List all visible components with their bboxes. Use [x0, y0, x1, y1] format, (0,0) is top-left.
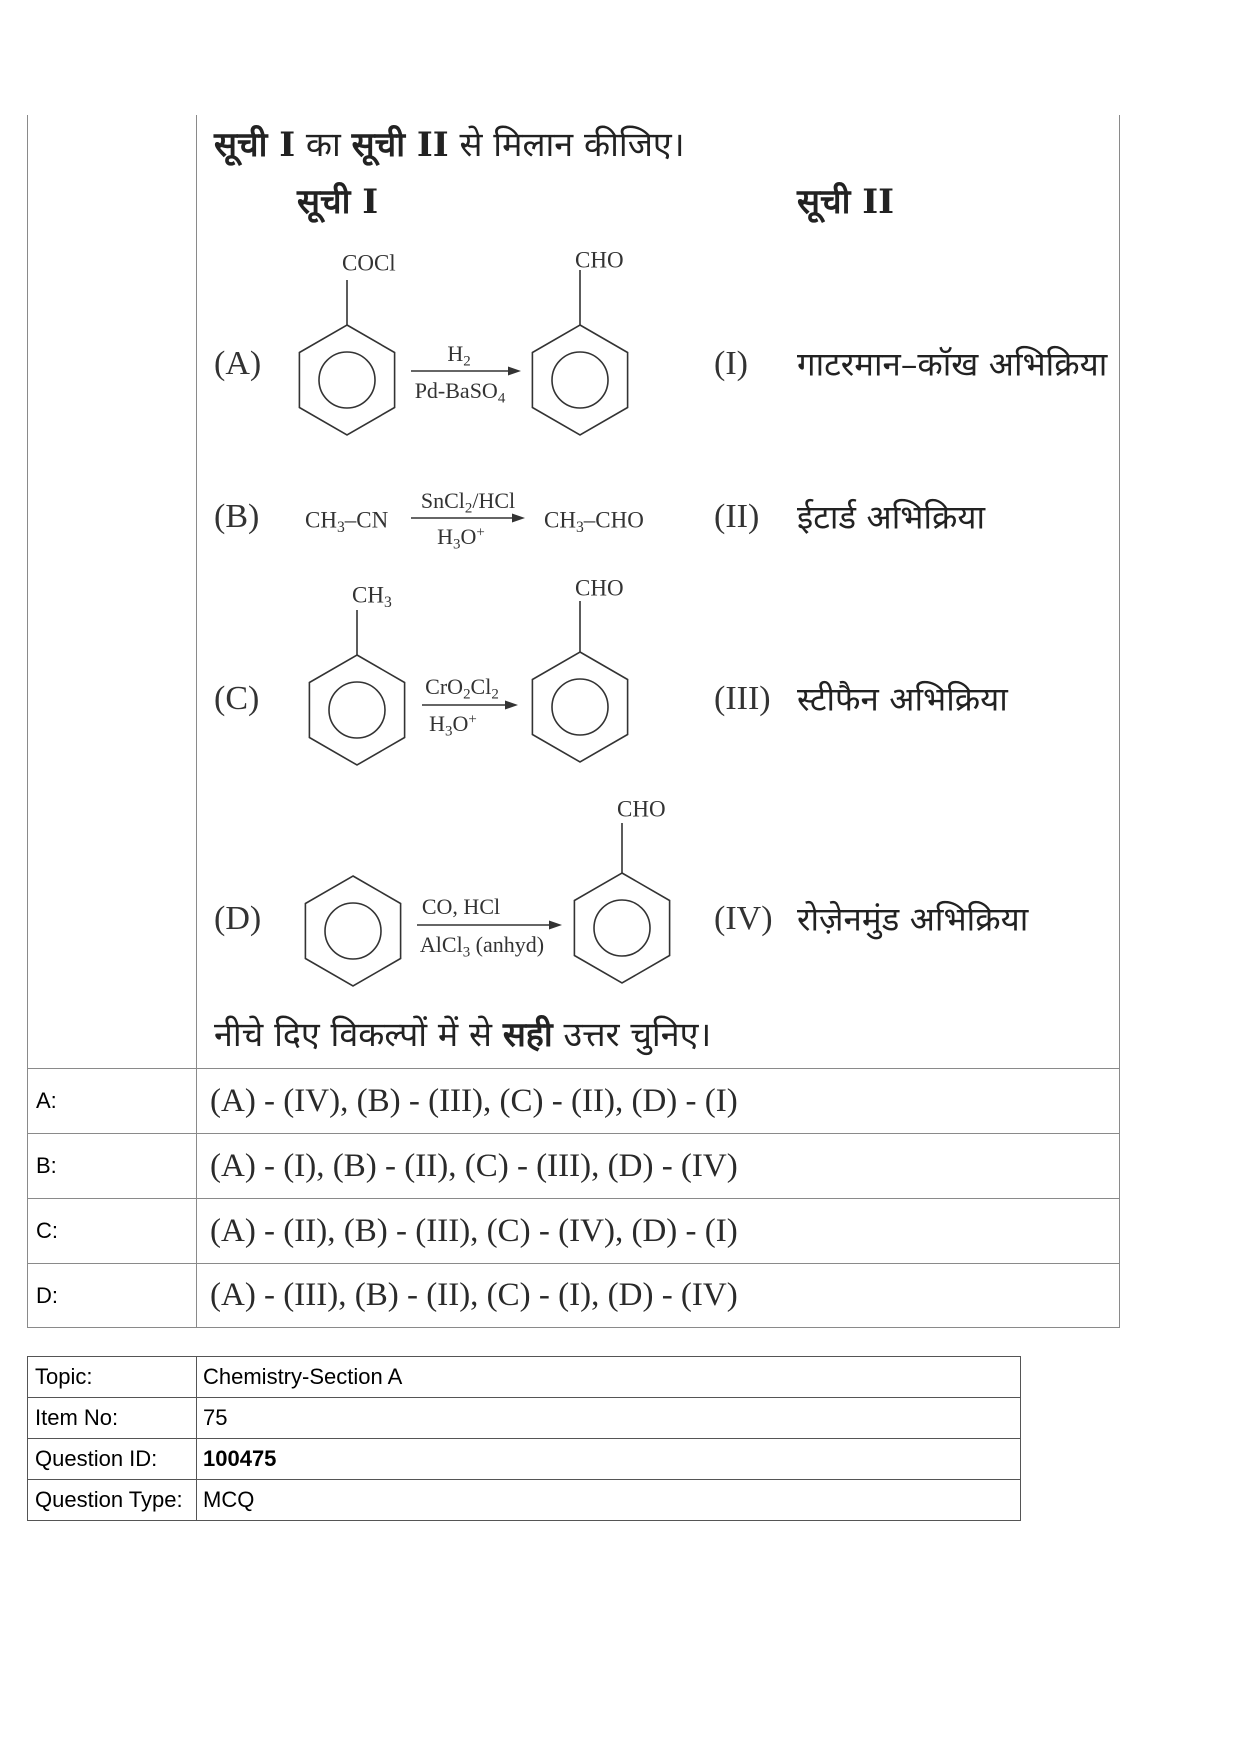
- toluene-structure: [309, 610, 404, 765]
- reagent-above-b-part: SnCl: [420, 488, 465, 513]
- meta-row-question-id: [28, 1439, 1021, 1480]
- benzoyl-chloride-structure: [299, 280, 394, 435]
- reagent-below-a-part: Pd-BaSO: [414, 378, 498, 403]
- benzene-ring: [305, 876, 400, 986]
- reagent-above-a-part: 2: [463, 353, 471, 370]
- match-label-i: (I): [714, 345, 748, 382]
- match-label-ii: (II): [714, 498, 760, 535]
- reagent-above-b: [420, 488, 516, 517]
- reagent-above-b-part: /HCl: [472, 488, 516, 513]
- question-content: [197, 115, 1119, 1068]
- instruction-text-part: सूची II: [351, 125, 449, 165]
- product-group-d: [617, 798, 666, 821]
- benzene-ring: [299, 325, 394, 435]
- reagent-above-c: [425, 674, 499, 703]
- item-label-d: (D): [214, 900, 262, 937]
- meta-value: 100475: [197, 1439, 1021, 1480]
- reactant-b-part: –CN: [344, 507, 389, 533]
- product-group-c: [575, 577, 624, 600]
- option-label: C:: [28, 1199, 197, 1263]
- reagent-above-d: [422, 896, 500, 918]
- arrow-head: [508, 367, 521, 376]
- product-group-c-part: CHO: [575, 575, 624, 601]
- product-group-a-part: CHO: [575, 247, 624, 273]
- option-label: A:: [28, 1069, 197, 1133]
- reactant-group-c: [352, 582, 392, 612]
- reactant-group-a: [342, 252, 396, 275]
- reagent-below-b-part: H: [437, 524, 454, 549]
- match-text-iii: स्टीफैन अभिक्रिया: [797, 679, 1008, 719]
- instruction-text: [214, 125, 685, 165]
- reagent-below-d: [419, 932, 545, 961]
- reagent-above-b-part: 2: [464, 500, 473, 517]
- instruction-text-part: से मिलान कीजिए।: [448, 125, 685, 165]
- reactant-group-c-part: 3: [383, 594, 392, 612]
- meta-row-topic: [28, 1357, 1021, 1398]
- arrow-head: [512, 514, 525, 523]
- closing-instruction-part: उत्तर चुनिए।: [552, 1015, 712, 1055]
- option-row-a: [28, 1068, 1119, 1133]
- reagent-below-c-part: 3: [445, 723, 453, 740]
- match-text-i: गाटरमान–कॉख अभिक्रिया: [797, 344, 1108, 384]
- reagent-below-b-part: O: [460, 524, 477, 549]
- option-label: D:: [28, 1264, 197, 1327]
- meta-label: Topic:: [28, 1357, 197, 1398]
- reaction-arrow-d: [417, 921, 562, 930]
- reagent-below-a: [414, 378, 506, 407]
- reagent-above-a-part: H: [447, 341, 464, 366]
- benzene-ring: [574, 873, 669, 983]
- reactant-group-c-part: CH: [352, 582, 384, 608]
- meta-label: Item No:: [28, 1398, 197, 1439]
- match-text-ii: ईटार्ड अभिक्रिया: [797, 497, 986, 537]
- instruction-text-part: सूची I: [214, 125, 296, 165]
- benzene-ring: [532, 325, 627, 435]
- aromatic-circle: [329, 682, 385, 738]
- item-label-c: (C): [214, 680, 260, 717]
- reagent-below-a-part: 4: [497, 390, 506, 407]
- item-label-a: (A): [214, 345, 262, 382]
- arrow-head: [549, 921, 562, 930]
- item-label-b: (B): [214, 498, 260, 535]
- benzene-ring: [309, 655, 404, 765]
- benzaldehyde-structure-c: [532, 601, 627, 762]
- meta-row-question-type: [28, 1480, 1021, 1521]
- aromatic-circle: [594, 900, 650, 956]
- reactant-group-a-part: COCl: [342, 250, 396, 276]
- question-row: [28, 115, 1119, 1068]
- reagent-below-c-part: +: [468, 711, 477, 728]
- reactant-b-part: 3: [336, 519, 345, 537]
- reagent-above-d-part: CO, HCl: [421, 894, 501, 919]
- product-b-part: 3: [575, 519, 584, 537]
- reagent-below-b-part: 3: [453, 536, 461, 553]
- reagent-below-d-part: (anhyd): [470, 932, 545, 957]
- aromatic-circle: [319, 352, 375, 408]
- question-meta-table: [27, 1356, 1021, 1521]
- reagent-below-b: [437, 524, 485, 553]
- list-i-heading: सूची I: [297, 182, 379, 222]
- meta-label: Question Type:: [28, 1480, 197, 1521]
- closing-instruction-part: नीचे दिए विकल्पों में से: [214, 1015, 503, 1055]
- product-b-part: –CHO: [583, 507, 644, 533]
- benzene-ring: [532, 652, 627, 762]
- reagent-above-c-part: 2: [463, 686, 471, 703]
- reagent-below-c: [429, 711, 477, 740]
- question-label-cell: [28, 115, 197, 1068]
- closing-instruction: [214, 1015, 712, 1055]
- option-text: (A) - (I), (B) - (II), (C) - (III), (D) - (IV): [210, 1147, 738, 1184]
- option-label: B:: [28, 1134, 197, 1198]
- benzene-structure: [305, 876, 400, 986]
- reagent-below-c-part: O: [452, 711, 469, 736]
- reagent-above-a: [447, 341, 471, 370]
- aromatic-circle: [325, 903, 381, 959]
- match-text-iv: रोज़ेनमुंड अभिक्रिया: [797, 899, 1029, 939]
- reactant-b-part: CH: [305, 507, 337, 533]
- option-row-d: [28, 1263, 1119, 1327]
- product-group-d-part: CHO: [617, 796, 666, 822]
- option-text: (A) - (IV), (B) - (III), (C) - (II), (D) - (I): [210, 1082, 738, 1119]
- match-label-iii: (III): [714, 680, 771, 717]
- benzaldehyde-structure-a: [532, 270, 627, 435]
- meta-row-item-no: [28, 1398, 1021, 1439]
- aromatic-circle: [552, 679, 608, 735]
- reagent-below-b-part: +: [476, 524, 485, 541]
- reagent-above-c-part: CrO: [425, 674, 464, 699]
- aromatic-circle: [552, 352, 608, 408]
- reagent-below-c-part: H: [429, 711, 446, 736]
- option-row-b: [28, 1133, 1119, 1198]
- benzaldehyde-structure-d: [574, 823, 669, 983]
- meta-value: Chemistry-Section A: [197, 1357, 1021, 1398]
- meta-value: MCQ: [197, 1480, 1021, 1521]
- reagent-above-c-part: Cl: [470, 674, 492, 699]
- option-row-c: [28, 1198, 1119, 1263]
- reactant-b: [305, 507, 389, 537]
- reagent-below-d-part: 3: [462, 944, 471, 961]
- closing-instruction-part: सही: [502, 1015, 553, 1055]
- reagent-below-d-part: AlCl: [419, 932, 463, 957]
- option-text: (A) - (III), (B) - (II), (C) - (I), (D) - (IV): [210, 1277, 738, 1313]
- option-text: (A) - (II), (B) - (III), (C) - (IV), (D) - (I): [210, 1212, 738, 1249]
- meta-value: 75: [197, 1398, 1021, 1439]
- product-b: [544, 507, 644, 537]
- instruction-text-part: का: [295, 125, 352, 165]
- arrow-head: [505, 701, 518, 710]
- reagent-above-c-part: 2: [491, 686, 499, 703]
- question-table: [27, 115, 1120, 1328]
- product-group-a: [575, 249, 624, 272]
- list-ii-heading: सूची II: [797, 182, 895, 222]
- meta-label: Question ID:: [28, 1439, 197, 1480]
- product-b-part: CH: [544, 507, 576, 533]
- match-label-iv: (IV): [714, 900, 773, 937]
